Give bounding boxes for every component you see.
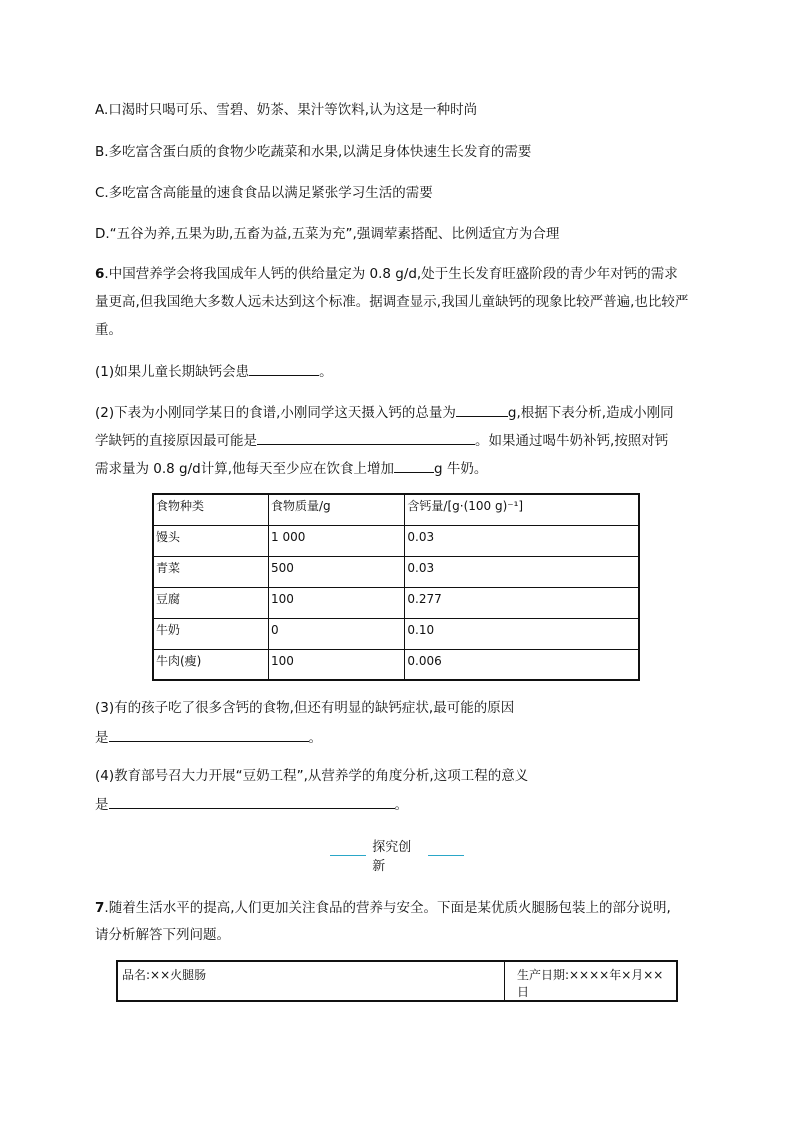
section-title: 探究创新 xyxy=(372,840,412,874)
q6-part2-line1 xyxy=(95,402,674,423)
table-cell: 0 xyxy=(269,618,405,649)
heading-rule-left xyxy=(330,855,366,856)
packaging-label-table xyxy=(116,960,678,1002)
table-cell: 100 xyxy=(269,587,405,618)
q6-part4-line1: (4)教育部号召大力开展“豆奶工程”,从营养学的角度分析,这项工程的意义 xyxy=(95,768,529,784)
q6-part2-line3 xyxy=(95,458,487,479)
option-b: B.多吃富含蛋白质的食物少吃蔬菜和水果,以满足身体快速生长发育的需要 xyxy=(95,144,532,160)
table-header-cell: 含钙量/[g·(100 g)⁻¹] xyxy=(405,494,639,525)
part3-end: 。 xyxy=(308,730,322,746)
table-cell: 0.277 xyxy=(405,587,639,618)
table-row xyxy=(153,618,639,649)
table-row xyxy=(153,649,639,680)
table-cell: 豆腐 xyxy=(153,587,269,618)
q6-part3-line2 xyxy=(95,727,322,748)
food-calcium-table xyxy=(152,493,640,681)
part4-prefix: 是 xyxy=(95,797,109,813)
table-header-cell: 食物种类 xyxy=(153,494,269,525)
answer-blank[interactable] xyxy=(456,402,508,417)
table-cell: 100 xyxy=(269,649,405,680)
table-cell: 牛奶 xyxy=(153,618,269,649)
part2-text-c: 学缺钙的直接原因最可能是 xyxy=(95,433,257,449)
section-heading xyxy=(330,840,464,874)
question-7-stem-line2: 请分析解答下列问题。 xyxy=(95,927,230,943)
part4-end: 。 xyxy=(394,797,408,813)
table-row xyxy=(153,587,639,618)
stem-text: .中国营养学会将我国成年人钙的供给量定为 0.8 g/d,处于生长发育旺盛阶段的青少年对钙的需求 xyxy=(104,266,678,282)
option-c: C.多吃富含高能量的速食食品以满足紧张学习生活的需要 xyxy=(95,185,433,201)
option-d: D.“五谷为养,五果为助,五畜为益,五菜为充”,强调荤素搭配、比例适宜方为合理 xyxy=(95,226,560,242)
answer-blank[interactable] xyxy=(257,430,475,445)
table-row xyxy=(153,556,639,587)
heading-rule-right xyxy=(428,855,464,856)
part2-text-a: (2)下表为小刚同学某日的食谱,小刚同学这天摄入钙的总量为 xyxy=(95,405,456,421)
product-name-cell: 品名:××火腿肠 xyxy=(117,961,504,1001)
part3-prefix: 是 xyxy=(95,730,109,746)
answer-blank[interactable] xyxy=(249,361,319,376)
table-cell: 馒头 xyxy=(153,525,269,556)
question-number: 7 xyxy=(95,900,105,916)
answer-blank[interactable] xyxy=(394,458,434,473)
table-header-row xyxy=(153,494,639,525)
question-6-stem-line2: 量更高,但我国绝大多数人远未达到这个标准。据调查显示,我国儿童缺钙的现象比较严普遍,也比较严 xyxy=(95,294,689,310)
part2-text-f: g 牛奶。 xyxy=(434,461,488,477)
option-a: A.口渴时只喝可乐、雪碧、奶茶、果汁等饮料,认为这是一种时尚 xyxy=(95,102,478,118)
q6-part2-line2 xyxy=(95,430,668,451)
table-row xyxy=(117,961,677,1001)
table-cell: 0.03 xyxy=(405,556,639,587)
answer-blank[interactable] xyxy=(109,727,309,742)
table-header-cell: 食物质量/g xyxy=(269,494,405,525)
answer-blank[interactable] xyxy=(109,794,395,809)
table-cell: 0.10 xyxy=(405,618,639,649)
part1-end: 。 xyxy=(319,364,333,380)
question-6-stem-line3: 重。 xyxy=(95,322,122,338)
table-cell: 青菜 xyxy=(153,556,269,587)
part2-text-e: 需求量为 0.8 g/d计算,他每天至少应在饮食上增加 xyxy=(95,461,395,477)
q6-part1 xyxy=(95,361,333,382)
table-cell: 0.006 xyxy=(405,649,639,680)
table-cell: 0.03 xyxy=(405,525,639,556)
production-date-cell: 生产日期:××××年×月××日 xyxy=(504,961,677,1001)
table-cell: 1 000 xyxy=(269,525,405,556)
stem-text: .随着生活水平的提高,人们更加关注食品的营养与安全。下面是某优质火腿肠包装上的部分说明, xyxy=(104,900,671,916)
part2-text-d: 。如果通过喝牛奶补钙,按照对钙 xyxy=(475,433,669,449)
table-cell: 500 xyxy=(269,556,405,587)
q6-part4-line2 xyxy=(95,794,408,815)
question-7-stem-line1 xyxy=(95,898,671,918)
q6-part3-line1: (3)有的孩子吃了很多含钙的食物,但还有明显的缺钙症状,最可能的原因 xyxy=(95,700,515,716)
question-number: 6 xyxy=(95,266,105,282)
table-cell: 牛肉(瘦) xyxy=(153,649,269,680)
part2-text-b: g,根据下表分析,造成小刚同 xyxy=(507,405,674,421)
question-6-stem-line1 xyxy=(95,264,678,284)
part1-text: (1)如果儿童长期缺钙会患 xyxy=(95,364,250,380)
table-row xyxy=(153,525,639,556)
